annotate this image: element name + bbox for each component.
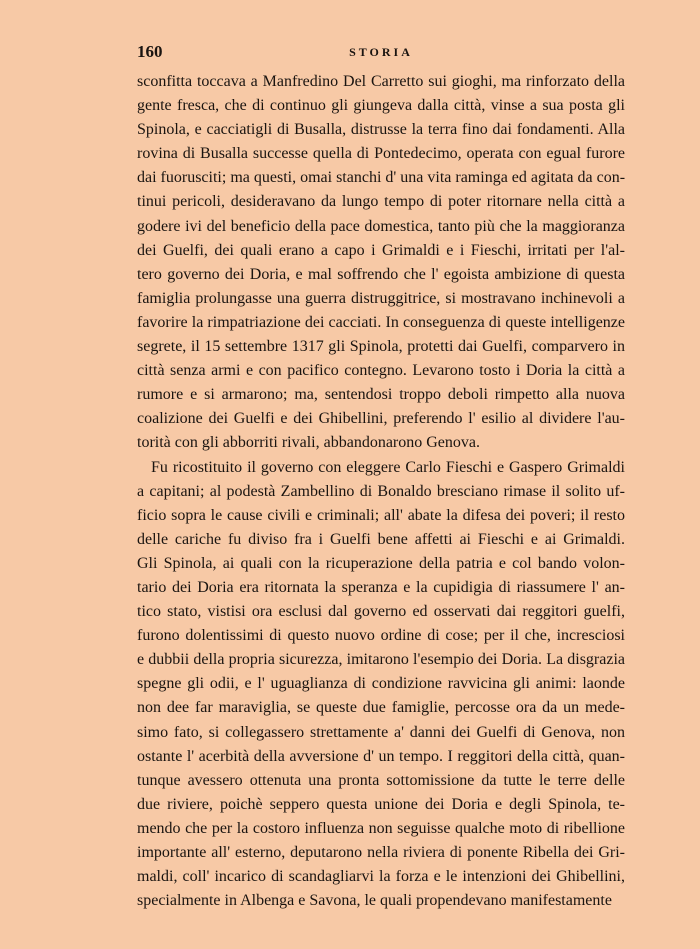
text-line: dei Guelfi, dei quali erano a capo i Grimaldi e i Fieschi, irritati per l'al- bbox=[137, 241, 625, 259]
paragraph bbox=[137, 70, 625, 456]
text-line: ostante l' acerbità della avversione d' un tempo. I reggitori della città, quan- bbox=[137, 747, 625, 765]
text-line: tunque avessero ottenuta una pronta sottomissione da tutte le terre delle bbox=[137, 771, 625, 789]
text-line: Spinola, e cacciatigli di Busalla, distrusse la terra fino dai fondamenti. Alla bbox=[137, 121, 625, 139]
text-line: ficio sopra le cause civili e criminali; all' abate la difesa dei poveri; il resto bbox=[137, 506, 625, 524]
text-line: tero governo dei Doria, e mal soffrendo che l' egoista ambizione di questa bbox=[137, 265, 625, 283]
page-number: 160 bbox=[137, 42, 163, 61]
body-text bbox=[137, 70, 625, 913]
text-line: due riviere, poichè seppero questa unione dei Doria e degli Spinola, te- bbox=[137, 795, 625, 813]
text-line: gente fresca, che di continuo gli giungeva dalla città, vinse a sua posta gli bbox=[137, 97, 625, 115]
text-line: famiglia prolungasse una guerra distruggitrice, si mostravano inchinevoli a bbox=[137, 289, 625, 307]
text-line: a capitani; al podestà Zambellino di Bonaldo bresciano rimase il solito uf- bbox=[137, 482, 625, 500]
text-line: delle cariche fu diviso fra i Guelfi bene affetti ai Fieschi e ai Grimaldi. bbox=[137, 530, 625, 548]
text-line: e dubbii della propria sicurezza, imitarono l'esempio dei Doria. La disgrazia bbox=[137, 651, 625, 669]
text-line: tico stato, vistisi ora esclusi dal governo ed osservati dai reggitori guelfi, bbox=[137, 603, 625, 621]
text-line: mendo che per la costoro influenza non seguisse qualche moto di ribellione bbox=[137, 819, 625, 837]
text-line: favorire la rimpatriazione dei cacciati. In conseguenza di queste intelligenze bbox=[137, 313, 625, 331]
text-line: torità con gli abborriti rivali, abbandonarono Genova. bbox=[137, 434, 481, 452]
page-header bbox=[137, 40, 625, 66]
text-line: non dee far maraviglia, se queste due famiglie, percosse ora da un mede- bbox=[137, 699, 625, 717]
text-line: Gli Spinola, ai quali con la ricuperazione della patria e col bando volon- bbox=[137, 554, 625, 572]
text-line: importante all' esterno, deputarono nella riviera di ponente Ribella dei Gri- bbox=[137, 844, 625, 861]
text-line: maldi, coll' incarico di scandagliarvi la forza e le intenzioni dei Ghibellini, bbox=[137, 868, 625, 886]
text-line: tinui pericoli, desideravano da lungo tempo di poter ritornare nella città a bbox=[137, 193, 625, 211]
text-line: specialmente in Albenga e Savona, le quali propendevano manifestamente bbox=[137, 892, 612, 910]
text-line: sconfitta toccava a Manfredino Del Carretto sui gioghi, ma rinforzato della bbox=[137, 73, 625, 90]
running-title: STORIA bbox=[349, 45, 413, 59]
text-line: godere ivi del beneficio della pace domestica, tanto più che la maggioranza bbox=[137, 217, 625, 235]
text-line: spegne gli odii, e l' uguaglianza di condizione ravvicina gli animi: laonde bbox=[137, 675, 625, 693]
text-line: dai fuorusciti; ma questi, omai stanchi d' una vita raminga ed agitata da con- bbox=[137, 169, 626, 187]
text-line: rumore e si armarono; ma, sentendosi troppo deboli rimpetto alla nuova bbox=[137, 386, 625, 404]
paragraph bbox=[137, 456, 625, 914]
text-line: simo fato, si collegassero strettamente a' danni dei Guelfi di Genova, non bbox=[137, 723, 625, 741]
text-line: coalizione dei Guelfi e dei Ghibellini, preferendo l' esilio al dividere l'au- bbox=[137, 410, 625, 428]
text-line: furono dolentissimi di questo nuovo ordine di cose; per il che, incresciosi bbox=[137, 627, 625, 645]
text-line: Fu ricostituito il governo con eleggere Carlo Fieschi e Gaspero Grimaldi bbox=[151, 458, 625, 476]
text-line: tario dei Doria era ritornata la speranza e la cupidigia di riassumere l' an- bbox=[137, 578, 625, 596]
text-line: città senza armi e con pacifico contegno. Levarono tosto i Doria la città a bbox=[137, 362, 625, 380]
text-line: rovina di Busalla successe quella di Pontedecimo, operata con egual furore bbox=[137, 145, 625, 163]
text-line: segrete, il 15 settembre 1317 gli Spinola, protetti dai Guelfi, comparvero in bbox=[137, 338, 625, 356]
